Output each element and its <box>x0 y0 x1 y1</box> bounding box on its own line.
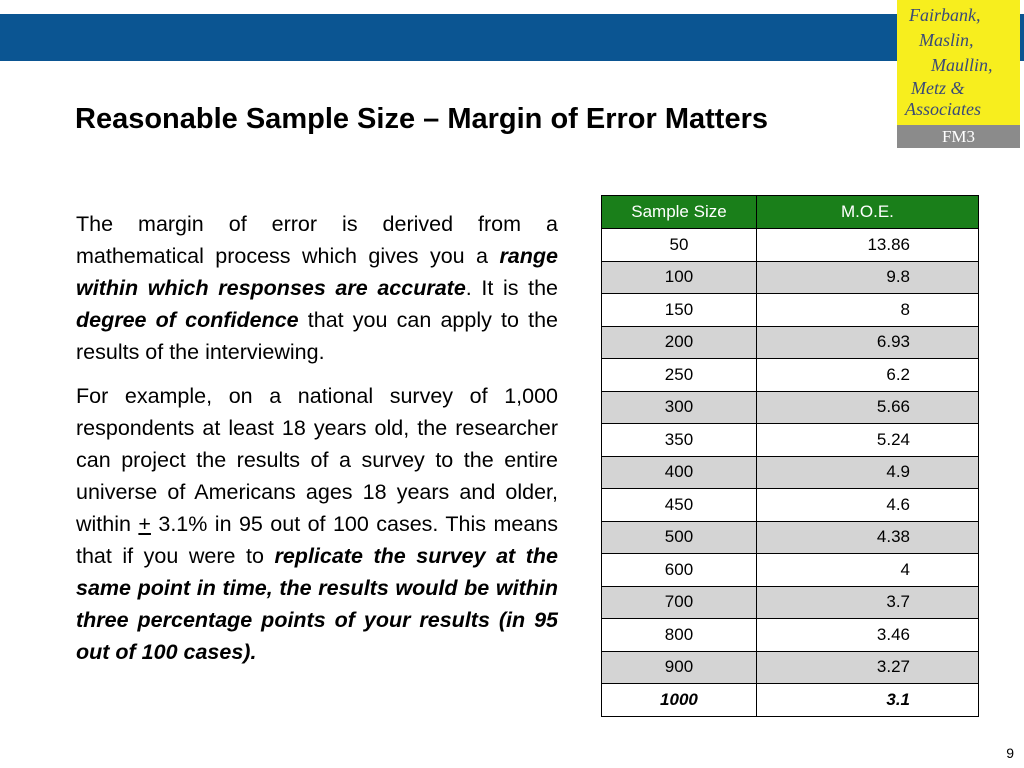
table-row <box>602 619 979 652</box>
moe-cell: 6.2 <box>756 359 978 392</box>
table-row <box>602 424 979 457</box>
table-row <box>602 294 979 327</box>
moe-cell: 5.66 <box>756 391 978 424</box>
moe-cell: 5.24 <box>756 424 978 457</box>
sample-size-cell: 500 <box>602 521 757 554</box>
sample-size-cell: 800 <box>602 619 757 652</box>
table-row <box>602 554 979 587</box>
table-row <box>602 261 979 294</box>
table-row <box>602 359 979 392</box>
moe-cell: 9.8 <box>756 261 978 294</box>
table-row <box>602 391 979 424</box>
table-row <box>602 229 979 262</box>
table-row <box>602 586 979 619</box>
moe-cell: 8 <box>756 294 978 327</box>
logo-abbrev: FM3 <box>897 125 1020 148</box>
logo-line: Maslin, <box>919 30 974 50</box>
header-band <box>0 14 1024 61</box>
plus-minus-sign: + <box>138 512 151 536</box>
paragraph-definition: The margin of error is derived from a mathematical process which gives you a range within which responses are accurate. It is the degree of confidence that you can apply to the results of the interviewing. <box>76 212 558 364</box>
table-row <box>602 684 979 717</box>
moe-cell: 4 <box>756 554 978 587</box>
sample-size-cell: 600 <box>602 554 757 587</box>
moe-cell: 3.1 <box>756 684 978 717</box>
moe-cell: 3.27 <box>756 651 978 684</box>
sample-size-cell: 350 <box>602 424 757 457</box>
logo-wordmark <box>897 0 1020 125</box>
moe-cell: 13.86 <box>756 229 978 262</box>
sample-size-cell: 150 <box>602 294 757 327</box>
logo-line: Associates <box>905 99 981 119</box>
sample-size-cell: 700 <box>602 586 757 619</box>
column-header-moe: M.O.E. <box>756 196 978 229</box>
page-number: 9 <box>1006 745 1014 761</box>
logo-line: Metz & <box>911 78 965 98</box>
sample-size-cell: 1000 <box>602 684 757 717</box>
sample-size-cell: 200 <box>602 326 757 359</box>
sample-size-cell: 900 <box>602 651 757 684</box>
sample-size-cell: 100 <box>602 261 757 294</box>
paragraph-example: For example, on a national survey of 1,000 respondents at least 18 years old, the researcher can project the results of a survey to the entire universe of Americans ages 18 years and older, within + 3.1% in 95 out of 100 cases. This means that if you were to replicate the survey at the same point in time, the results would be within three percentage points of your results (in 95 out of 100 cases). <box>76 384 558 664</box>
table-row <box>602 521 979 554</box>
moe-cell: 6.93 <box>756 326 978 359</box>
table-row <box>602 326 979 359</box>
sample-size-cell: 400 <box>602 456 757 489</box>
table-row <box>602 456 979 489</box>
table-row <box>602 489 979 522</box>
moe-cell: 4.6 <box>756 489 978 522</box>
logo-line: Maullin, <box>931 55 993 75</box>
slide-title: Reasonable Sample Size – Margin of Error Matters <box>75 103 768 135</box>
company-logo <box>897 0 1020 148</box>
sample-size-cell: 450 <box>602 489 757 522</box>
logo-line: Fairbank, <box>909 5 981 25</box>
moe-cell: 3.46 <box>756 619 978 652</box>
moe-cell: 4.38 <box>756 521 978 554</box>
sample-size-cell: 250 <box>602 359 757 392</box>
column-header-sample-size: Sample Size <box>602 196 757 229</box>
sample-size-cell: 300 <box>602 391 757 424</box>
moe-cell: 4.9 <box>756 456 978 489</box>
table-row <box>602 651 979 684</box>
table-header-row <box>602 196 979 229</box>
sample-size-cell: 50 <box>602 229 757 262</box>
moe-cell: 3.7 <box>756 586 978 619</box>
margin-of-error-table <box>601 195 979 717</box>
table-body <box>602 229 979 717</box>
body-text <box>76 208 558 680</box>
